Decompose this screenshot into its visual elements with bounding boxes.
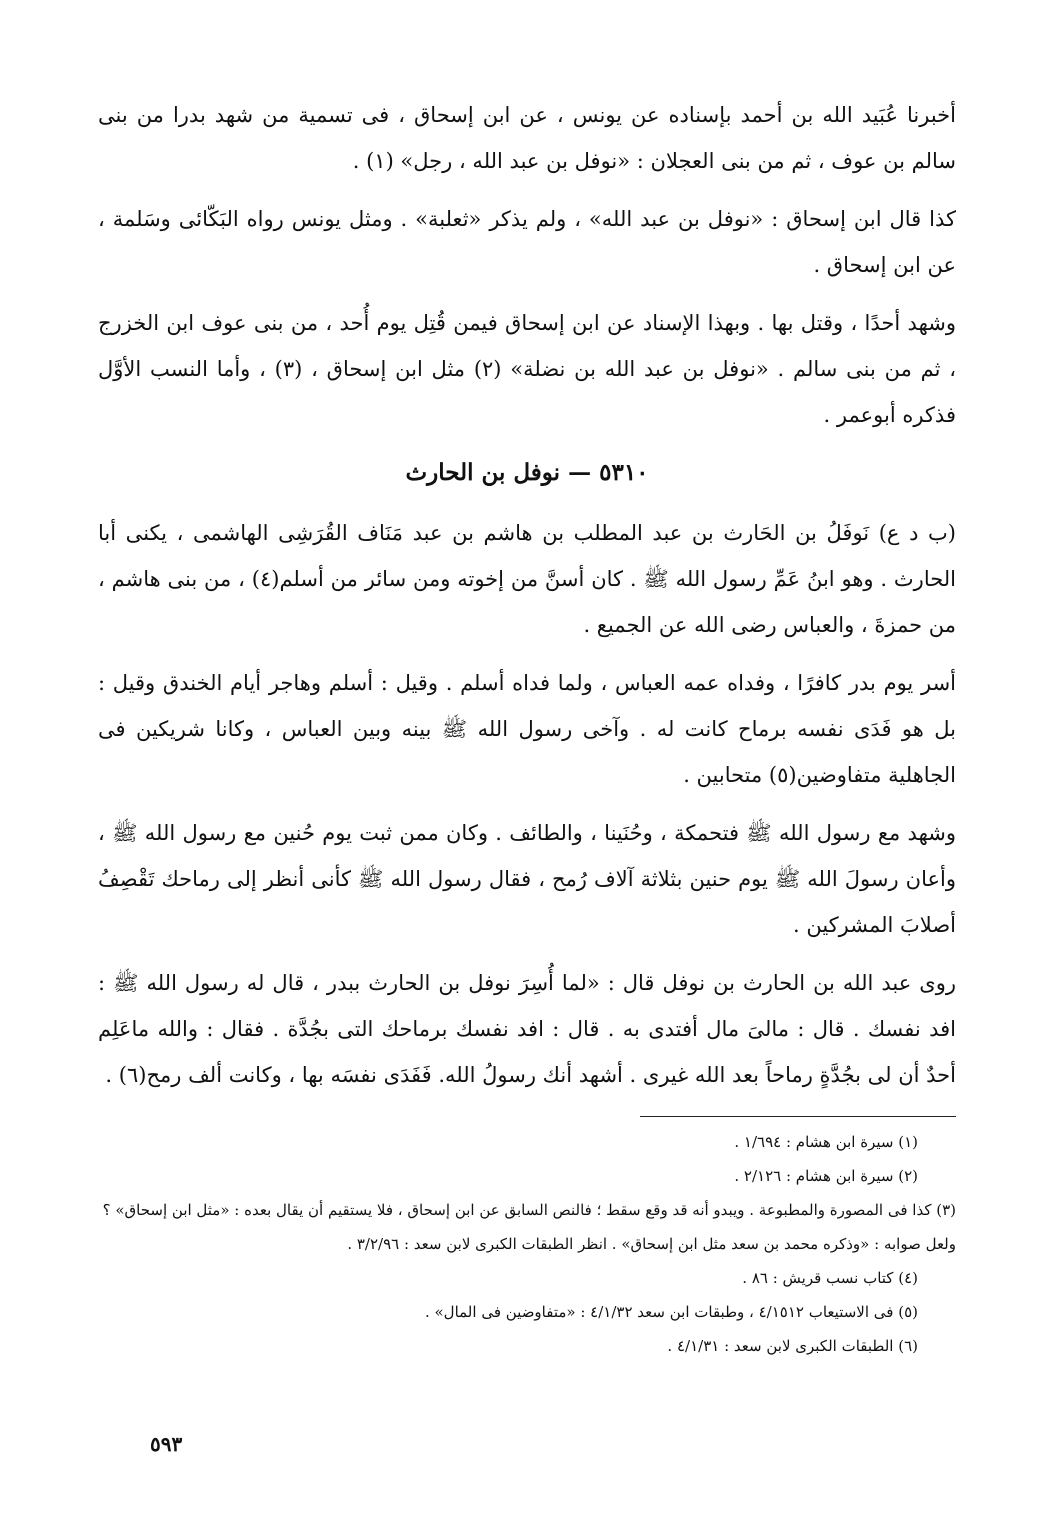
entry-heading: ٥٣١٠ — نوفل بن الحارث — [405, 459, 649, 486]
paragraph-2: كذا قال ابن إسحاق : «نوفل بن عبد الله» ، ولم يذكر «ثعلبة» . ومثل يونس رواه البَكّائى وسَلمة ، عن ابن إسحاق . — [98, 207, 956, 277]
paragraph-4: (ب د ع) نَوفَلُ بن الحَارث بن عبد المطلب بن هاشم بن عبد مَنَاف القُرَشِى الهاشمى ، يكنى أبا الحارث . وهو ابنُ عَمِّ رسول الله ﷺ . كان أسنَّ من إخوته ومن سائر من أسلم(٤) ، من بنى هاشم ، من حمزةَ ، والعباس رضى الله عن الجميع . — [98, 521, 957, 637]
page-number: ٥٩٣ — [150, 1432, 183, 1456]
footnotes — [98, 1125, 956, 1363]
footnote-divider — [640, 1116, 956, 1117]
footnote-4: (٤) كتاب نسب قريش : ٨٦ . — [742, 1269, 918, 1287]
footnote-6: (٦) الطبقات الكبرى لابن سعد : ٤/١/٣١ . — [667, 1337, 918, 1355]
footnote-5: (٥) فى الاستيعاب ٤/١٥١٢ ، وطبقات ابن سعد ٤/١/٣٢ : «متفاوضين فى المال» . — [424, 1303, 918, 1321]
paragraph-1: أخبرنا عُبَيد الله بن أحمد بإسناده عن يونس ، عن ابن إسحاق ، فى تسمية من شهد بدرا من بنى سالم بن عوف ، ثم من بنى العجلان : «نوفل بن عبد الله ، رجل» (١) . — [98, 103, 956, 173]
paragraph-6: وشهد مع رسول الله ﷺ فتحمكة ، وحُنَينا ، والطائف . وكان ممن ثبت يوم حُنين مع رسول الله ﷺ ، وأعان رسولَ الله ﷺ يوم حنين بثلاثة آلاف رُمح ، فقال رسول الله ﷺ كأنى أنظر إلى رماحك تَقْصِفُ أصلابَ المشركين . — [98, 821, 956, 937]
footnote-3: (٣) كذا فى المصورة والمطبوعة . ويبدو أنه قد وقع سقط ؛ فالنص السابق عن ابن إسحاق ، فلا يستقيم أن يقال بعده : «مثل ابن إسحاق» ؟ ولعل صوابه : «وذكره محمد بن سعد مثل ابن إسحاق» . انظر الطبقات الكبرى لابن سعد : ٣/٢/٩٦ . — [102, 1201, 956, 1253]
paragraph-3: وشهد أحدًا ، وقتل بها . وبهذا الإسناد عن ابن إسحاق فيمن قُتِل يوم أُحد ، من بنى عوف ابن الخزرج ، ثم من بنى سالم . «نوفل بن عبد الله بن نضلة» (٢) مثل ابن إسحاق ، (٣) ، وأما النسب الأوَّل فذكره أبوعمر . — [98, 311, 956, 427]
footnote-1: (١) سيرة ابن هشام : ١/٦٩٤ . — [734, 1133, 918, 1151]
footnote-2: (٢) سيرة ابن هشام : ٢/١٢٦ . — [734, 1167, 918, 1185]
paragraph-5: أسر يوم بدر كافرًا ، وفداه عمه العباس ، ولما فداه أسلم . وقيل : أسلم وهاجر أيام الخندق وقيل : بل هو فَدَى نفسه برماح كانت له . وآخى رسول الله ﷺ بينه وبين العباس ، وكانا شريكين فى الجاهلية متفاوضين(٥) متحابين . — [98, 671, 956, 787]
paragraph-7: روى عبد الله بن الحارث بن نوفل قال : «لما أُسِرَ نوفل بن الحارث ببدر ، قال له رسول الله ﷺ : افد نفسك . قال : مالىَ مال أفتدى به . قال : افد نفسك برماحك التى بجُدَّة . فقال : والله ماعَلِم أحدٌ أن لى بجُدَّةٍ رماحاً بعد الله غيرى . أشهد أنك رسولُ الله. فَفَدَى نفسَه بها ، وكانت ألف رمح(٦) . — [98, 971, 956, 1087]
